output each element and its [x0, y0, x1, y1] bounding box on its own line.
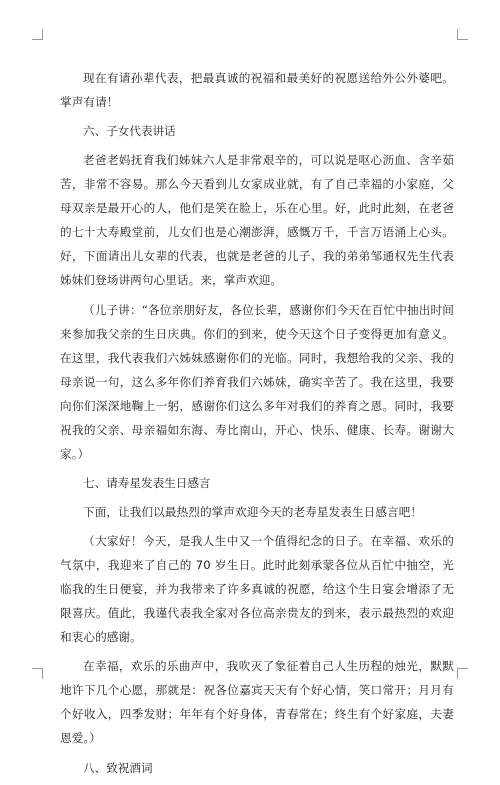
crop-mark-top-left [32, 29, 43, 40]
paragraph-welcome-birthday-star: 下面，让我们以最热烈的掌声欢迎今天的老寿星发表生日感言吧！ [83, 504, 423, 519]
paragraph-son-speech: （儿子讲：“各位亲朋好友，各位长辈，感谢你们今天在百忙中抽出时间来参加我父亲的生日庆典。你们的到来，使今天这个日子变得更加有意义。在这里，我代表我们六姊妹感谢你们的光临。同时，我想给我的父亲、我的母亲说一句，这么多年你们养育我们六姊妹，确实辛苦了。我在这里，我要向你们深深地鞠上一躬，感谢你们这么多年对我们的养育之恩。同时，我要祝我的父亲、母亲福如东海、寿比南山，开心、快乐、健康、长寿。谢谢大家。） [60, 302, 454, 461]
section-heading-children-speech: 六、子女代表讲话 [83, 124, 176, 139]
crop-mark-bottom-right [457, 668, 468, 679]
paragraph-invite-grandchildren: 现在有请孙辈代表，把最真诚的祝福和最美好的祝愿送给外公外婆吧。掌声有请！ [60, 71, 454, 109]
crop-mark-top-right [457, 29, 468, 40]
crop-mark-bottom-left [32, 668, 43, 679]
paragraph-birthday-wishes: 在幸福，欢乐的乐曲声中，我吹灭了象征着自己人生历程的烛光，默默地许下几个心愿，那就是：祝各位嘉宾天天有个好心情，笑口常开；月月有个好收入，四季发财；年年有个好身体，青春常在；终生有个好家庭，夫妻恩爱。） [60, 659, 454, 746]
paragraph-children-intro: 老爸老妈抚育我们姊妹六人是非常艰辛的，可以说是呕心沥血、含辛茹苦，非常不容易。那么今天看到儿女家成业就，有了自己幸福的小家庭，父母双亲是最开心的人，他们是笑在脸上，乐在心里。好，此时此刻，在老爸的七十大寿殿堂前，儿女们也是心潮澎湃，感慨万千，千言万语涌上心头。好，下面请出儿女辈的代表，也就是老爸的儿子、我的弟弟邹通权先生代表姊妹们登场讲两句心里话。来，掌声欢迎。 [60, 153, 454, 288]
section-heading-birthday-remarks: 七、请寿星发表生日感言 [83, 475, 211, 490]
document-body [60, 66, 454, 785]
section-heading-toast: 八、致祝酒词 [83, 760, 153, 775]
paragraph-birthday-star-speech: （大家好！今天，是我人生中又一个值得纪念的日子。在幸福、欢乐的气氛中，我迎来了自己的 70 岁生日。此时此刻承蒙各位从百忙中抽空，光临我的生日便宴，并为我带来了许多真诚的祝愿，给这个生日宴会增添了无限喜庆。值此，我谨代表我全家对各位高亲贵友的到来，表示最热烈的欢迎和衷心的感谢。 [60, 534, 454, 645]
